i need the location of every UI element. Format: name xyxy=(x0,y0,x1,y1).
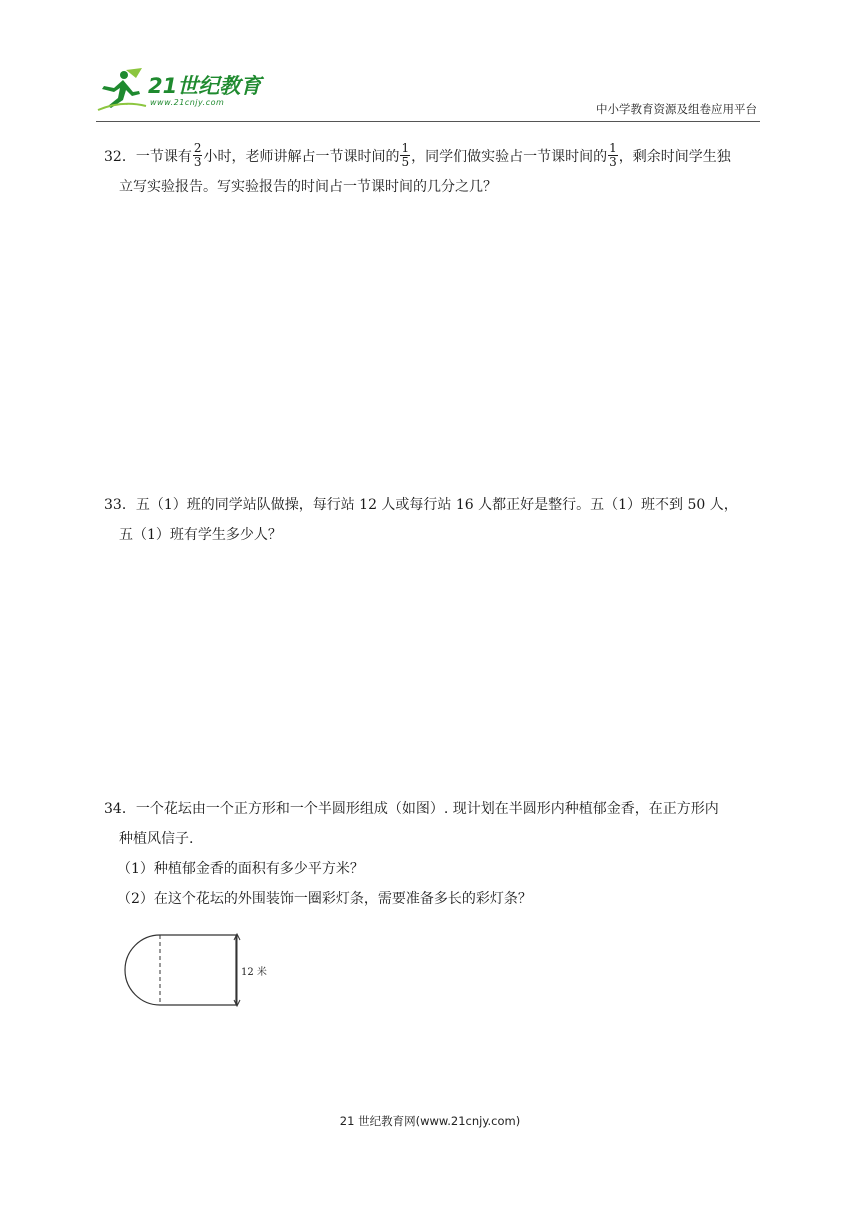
fraction xyxy=(400,142,410,169)
flower-bed-figure xyxy=(124,932,274,1010)
question-34 xyxy=(104,794,764,914)
fraction-denominator: 3 xyxy=(193,154,202,169)
question-32 xyxy=(104,142,764,202)
question-32-line-1 xyxy=(104,142,764,172)
platform-title: 中小学教育资源及组卷应用平台 xyxy=(596,102,757,116)
question-34-line-1: 34．一个花坛由一个正方形和一个半圆形组成（如图）. 现计划在半圆形内种植郁金香，在正方形内 xyxy=(104,801,719,817)
fraction-denominator: 5 xyxy=(401,154,410,169)
question-33-line-2: 五（1）班有学生多少人？ xyxy=(119,527,282,543)
fraction xyxy=(608,142,618,169)
logo xyxy=(96,66,271,118)
sub-question-1: （1）种植郁金香的面积有多少平方米？ xyxy=(117,861,364,877)
header-divider xyxy=(96,121,760,122)
question-33-line-1: 33．五（1）班的同学站队做操，每行站 12 人或每行站 16 人都正好是整行。五（1）班不到 50 人， xyxy=(104,497,738,513)
sub-question-2: （2）在这个花坛的外围装饰一圈彩灯条，需要准备多长的彩灯条？ xyxy=(117,891,532,907)
fraction-denominator: 3 xyxy=(609,154,617,169)
runner-logo-icon xyxy=(96,66,148,112)
logo-text: 21世纪教育 xyxy=(148,74,262,98)
question-32-line-2: 立写实验报告。写实验报告的时间占一节课时间的几分之几？ xyxy=(119,179,497,195)
question-number: 32． xyxy=(104,149,136,165)
fraction-numerator: 2 xyxy=(193,140,202,155)
question-text: ，剩余时间学生独 xyxy=(618,149,731,165)
fraction-numerator: 1 xyxy=(609,140,617,155)
fraction xyxy=(193,142,203,169)
question-text: 小时，老师讲解占一节课时间的 xyxy=(203,149,400,165)
page-header xyxy=(0,0,860,130)
flower-bed-outline xyxy=(125,935,236,1005)
logo-url: www.21cnjy.com xyxy=(150,98,225,107)
question-34-line-2: 种植风信子. xyxy=(119,831,194,847)
question-text: ，同学们做实验占一节课时间的 xyxy=(411,149,608,165)
question-33 xyxy=(104,490,764,550)
fraction-numerator: 1 xyxy=(401,140,410,155)
page-footer: 21 世纪教育网(www.21cnjy.com) xyxy=(339,1114,521,1128)
dimension-label: 12 米 xyxy=(241,967,267,978)
question-text: 一节课有 xyxy=(135,149,192,165)
